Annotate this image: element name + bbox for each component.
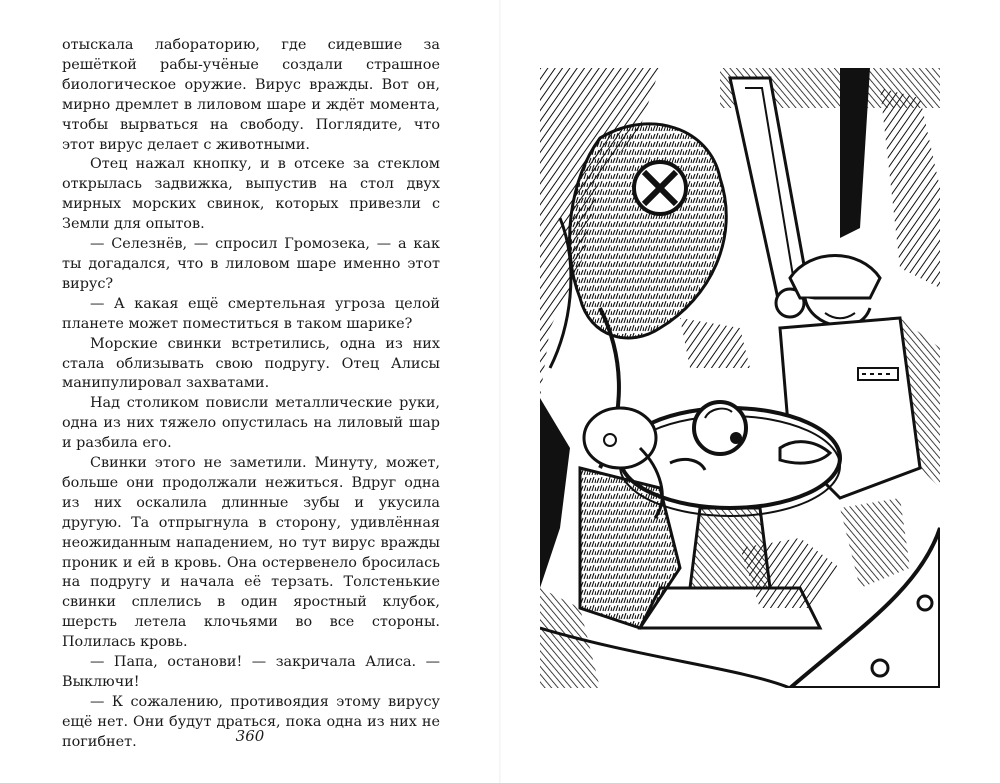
paragraph: — А какая ещё смертельная угроза целой планете может поместиться в таком шарике?: [62, 295, 440, 332]
paragraph: Отец нажал кнопку, и в отсеке за стеклом открылась задвижка, выпустив на стол двух мирных морских свинок, которых привезли с Земли для опытов.: [62, 156, 440, 233]
right-page: [500, 0, 1000, 783]
paragraph: — Селезнёв, — спросил Громозека, — а как ты догадался, что в лиловом шаре именно этот вирус?: [62, 236, 440, 292]
ink-illustration-icon: [540, 68, 940, 688]
paragraph: — К сожалению, противоядия этому вирусу ещё нет. Они будут драться, пока одна из них не погибнет.: [62, 693, 440, 750]
page-number: 360: [235, 727, 265, 745]
paragraph: отыскала лабораторию, где сидевшие за решёткой рабы-учёные создали страшное биологическое оружие. Вирус вражды. Вот он, мирно дремлет в лиловом шаре и ждёт момента, чтобы вырваться на свободу. Поглядите, что этот вирус делает с животными.: [62, 37, 440, 153]
paragraph: Над столиком повисли металлические руки, одна из них тяжело опустилась на лиловый шар и разбила его.: [62, 395, 440, 452]
paragraph: — Папа, останови! — закричала Алиса. — Выключи!: [62, 654, 440, 690]
body-text: [62, 36, 440, 753]
paragraph: Свинки этого не заметили. Минуту, может, больше они продолжали нежиться. Вдруг одна из них оскалила длинные зубы и укусила другую. Та отпрыгнула в сторону, удивлённая неожиданным нападением, но тут вирус вражды проник и ей в кровь. Она остервенело бросилась на подругу и начала её терзать. Толстенькие свинки сплелись в один яростный клубок, шерсть летела клочьями во все стороны. Полилась кровь.: [62, 455, 440, 651]
paragraph: Морские свинки встретились, одна из них стала облизывать свою подругу. Отец Алисы манипулировал захватами.: [62, 335, 440, 392]
